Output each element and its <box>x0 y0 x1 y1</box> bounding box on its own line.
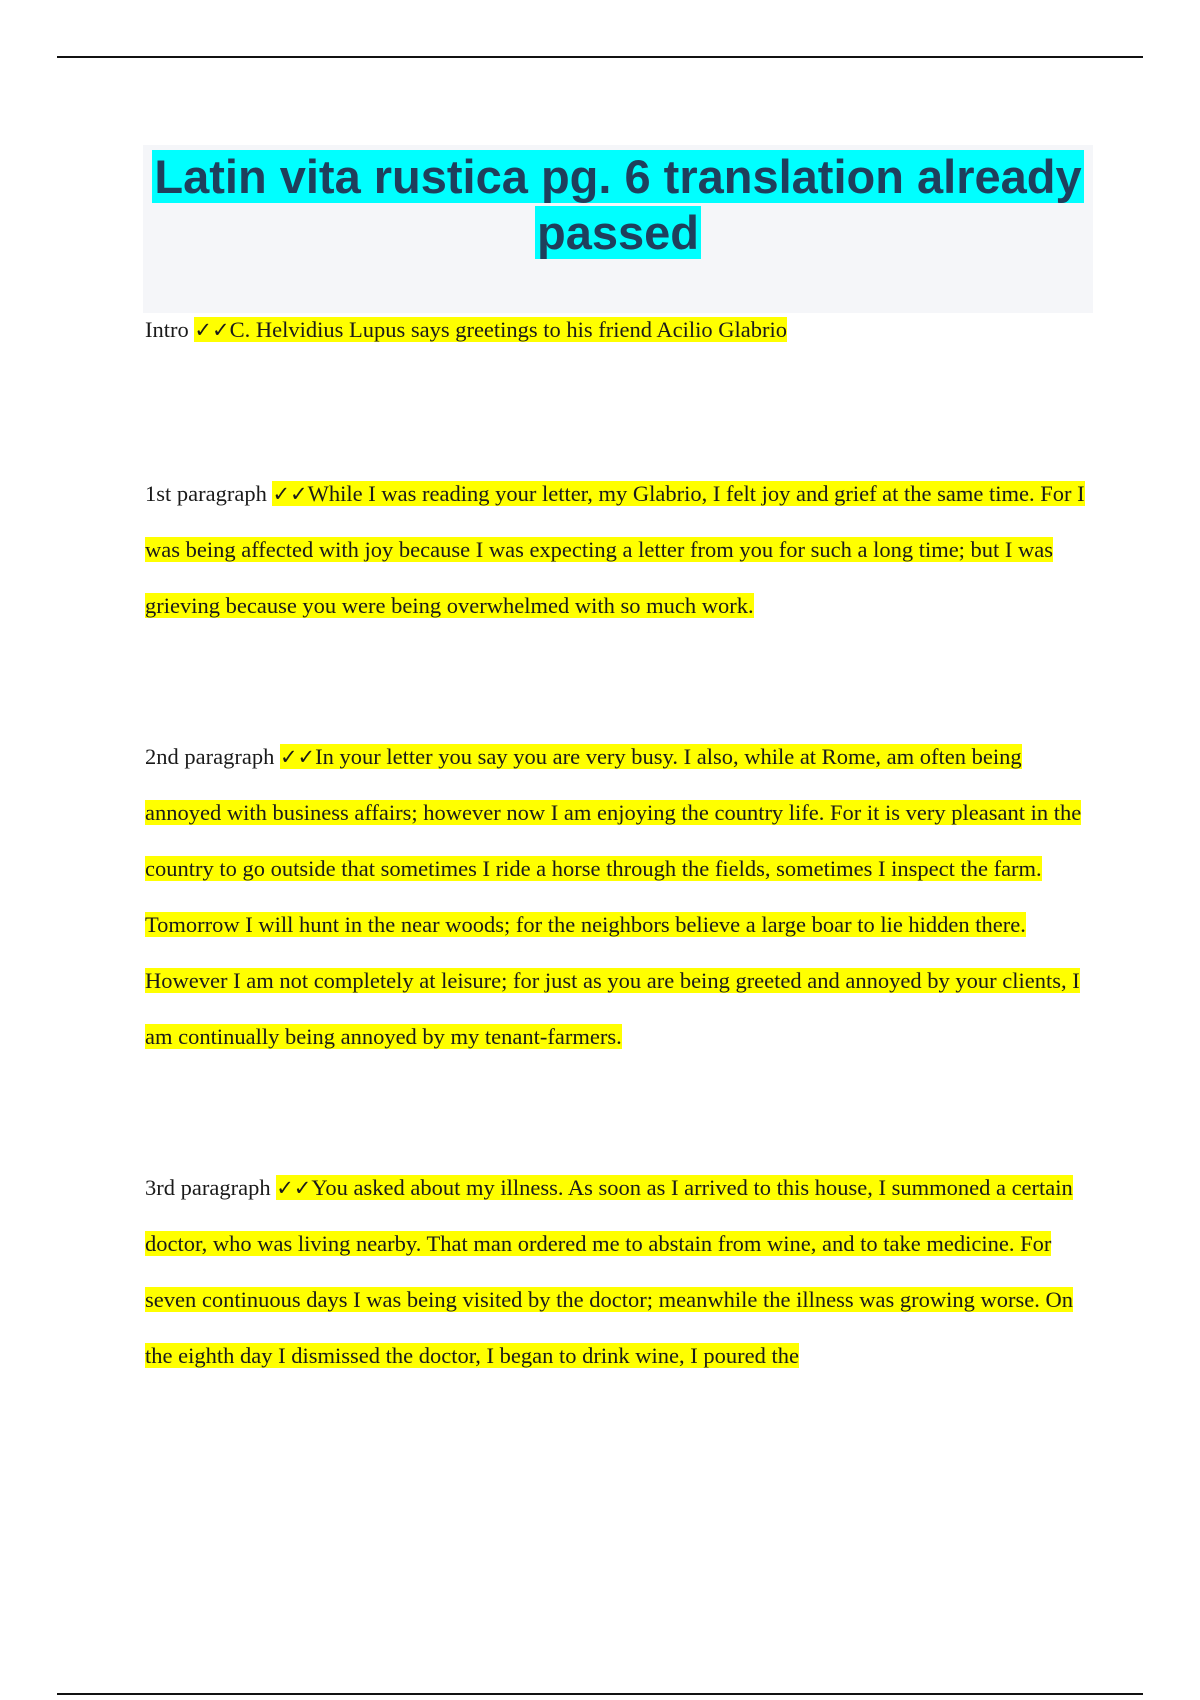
section-label: 3rd paragraph <box>145 1175 271 1200</box>
section-text: In your letter you say you are very busy. I also, while at Rome, am often being annoyed with business affairs; however now I am enjoying the country life. For it is very pleasant in the country to go outside that sometimes I ride a horse through the fields, sometimes I inspect the farm. Tomorrow I will hunt in the near woods; for the neighbors believe a large boar to lie hidden there. However I am not completely at leisure; for just as you are being greeted and annoyed by your clients, I am continually being annoyed by my tenant-farmers. <box>145 744 1082 1049</box>
section-text: C. Helvidius Lupus says greetings to his friend Acilio Glabrio <box>229 317 788 342</box>
section-answer <box>145 481 1085 618</box>
top-rule <box>57 56 1143 58</box>
checkmark-icon: ✓✓ <box>276 1176 312 1200</box>
section-label: 2nd paragraph <box>145 744 275 769</box>
section-paragraph-2 <box>145 729 1093 1065</box>
section-answer <box>145 1175 1073 1368</box>
section-paragraph-3 <box>145 1160 1093 1384</box>
checkmark-icon: ✓✓ <box>194 318 230 342</box>
checkmark-icon: ✓✓ <box>272 482 308 506</box>
section-answer <box>194 317 787 342</box>
document-title-text: Latin vita rustica pg. 6 translation already passed <box>154 150 1082 259</box>
section-answer <box>145 744 1081 1049</box>
title-banner <box>143 145 1093 313</box>
section-paragraph-1 <box>145 466 1093 634</box>
section-text: You asked about my illness. As soon as I arrived to this house, I summoned a certain doctor, who was living nearby. That man ordered me to abstain from wine, and to take medicine. For seven continuous days I was being visited by the doctor; meanwhile the illness was growing worse. On the eighth day I dismissed the doctor, I began to drink wine, I poured the <box>145 1175 1073 1368</box>
checkmark-icon: ✓✓ <box>279 745 316 769</box>
section-text: While I was reading your letter, my Glabrio, I felt joy and grief at the same time. For I was being affected with joy because I was expecting a letter from you for such a long time; but I was grieving because you were being overwhelmed with so much work. <box>145 481 1085 618</box>
bottom-rule <box>57 1693 1143 1695</box>
section-label: Intro <box>145 317 189 342</box>
document-title <box>143 145 1093 261</box>
section-intro <box>145 313 1093 347</box>
section-label: 1st paragraph <box>145 481 267 506</box>
